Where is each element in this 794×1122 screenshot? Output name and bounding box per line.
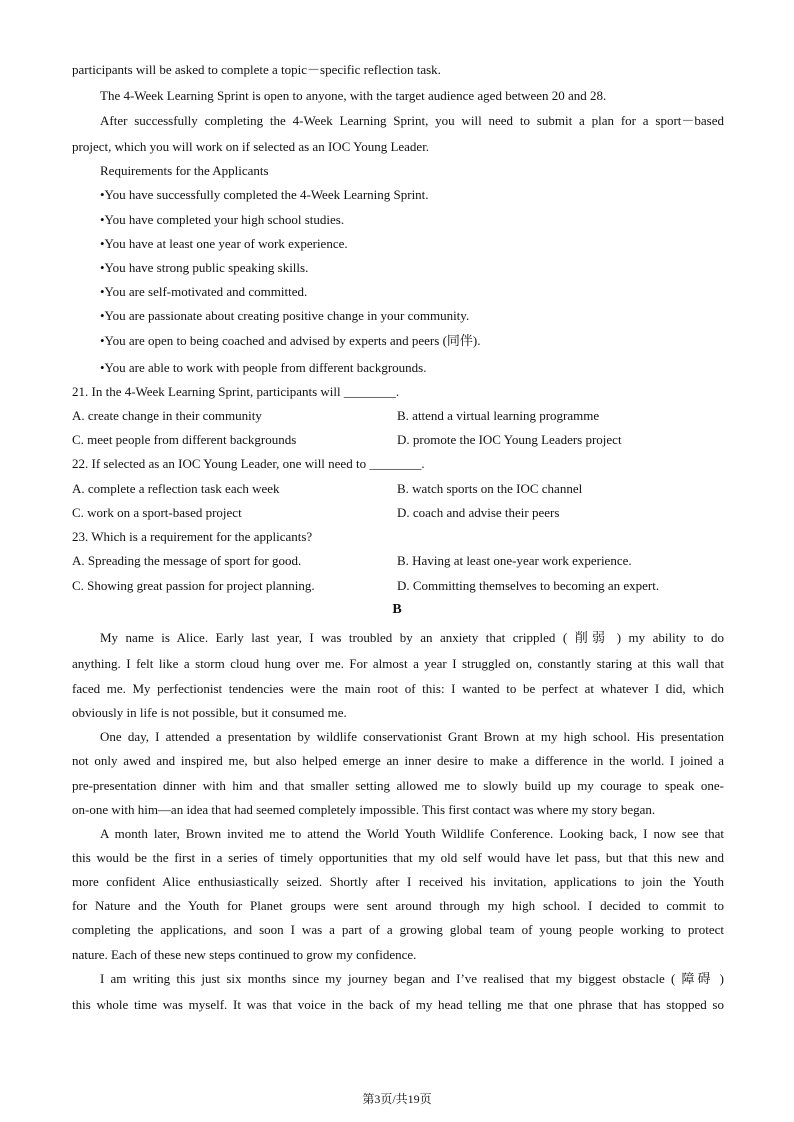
passage-b-line: One day, I attended a presentation by wildlife conservationist Grant Brown at my high school. His presentation [100, 729, 724, 744]
passage-b-line: obviously in life is not possible, but it consumed me. [72, 705, 347, 720]
option-22-d: D. coach and advise their peers [397, 505, 560, 520]
passage-b-line: more confident Alice enthusiastically seized. Shortly after I received his invitation, applications to join the Youth [72, 874, 724, 889]
passage-b-line: nature. Each of these new steps continued to grow my confidence. [72, 947, 417, 962]
passage-line: After successfully completing the 4-Week Learning Sprint, you will need to submit a plan for a sport－based [100, 113, 724, 128]
passage-b-line: this would be the first in a series of timely opportunities that my old self would have let pass, but that this new and [72, 850, 724, 865]
question-stem-22: 22. If selected as an IOC Young Leader, one will need to ________. [72, 456, 425, 471]
question-stem-23: 23. Which is a requirement for the applicants? [72, 529, 313, 544]
requirement-item: •You have strong public speaking skills. [100, 260, 309, 275]
requirement-item: •You are open to being coached and advised by experts and peers (同伴). [100, 333, 481, 348]
requirement-item: •You are self-motivated and committed. [100, 284, 308, 299]
passage-b-line: My name is Alice. Early last year, I was troubled by an anxiety that crippled ( 削弱 ) my ability to do [100, 630, 724, 645]
question-stem-21: 21. In the 4-Week Learning Sprint, participants will ________. [72, 384, 400, 399]
option-22-c: C. work on a sport-based project [72, 505, 242, 520]
passage-b-line: completing the applications, and soon I was a part of a growing global team of young people working to protect [72, 922, 724, 937]
passage-b-line: anything. I felt like a storm cloud hung over me. For almost a year I struggled on, constantly staring at this wall that [72, 656, 724, 671]
requirement-item: •You are able to work with people from different backgrounds. [100, 360, 427, 375]
requirement-item: •You have at least one year of work experience. [100, 236, 348, 251]
passage-b-line: pre-presentation dinner with him and that smaller setting allowed me to slowly build up my courage to speak one- [72, 778, 724, 793]
option-22-b: B. watch sports on the IOC channel [397, 481, 583, 496]
option-21-b: B. attend a virtual learning programme [397, 408, 600, 423]
passage-line: The 4-Week Learning Sprint is open to anyone, with the target audience aged between 20 and 28. [100, 88, 607, 103]
option-21-c: C. meet people from different backgrounds [72, 432, 297, 447]
option-23-d: D. Committing themselves to becoming an expert. [397, 578, 660, 593]
passage-b-line: not only awed and inspired me, but also helped emerge an inner desire to make a difference in the world. I joined a [72, 753, 724, 768]
page-number: 第3页/共19页 [362, 1092, 432, 1106]
passage-b-line: faced me. My perfectionist tendencies were the main root of this: I wanted to be perfect at whatever I did, which [72, 681, 724, 696]
passage-b-line: A month later, Brown invited me to attend the World Youth Wildlife Conference. Looking back, I now see that [100, 826, 724, 841]
option-23-a: A. Spreading the message of sport for good. [72, 553, 302, 568]
passage-b-line: on-one with him—an idea that had seemed completely impossible. This first contact was where my story began. [72, 802, 656, 817]
requirements-heading: Requirements for the Applicants [100, 163, 269, 178]
option-23-b: B. Having at least one-year work experience. [397, 553, 632, 568]
passage-b-line: I am writing this just six months since my journey began and I’ve realised that my biggest obstacle ( 障碍 ) [100, 971, 724, 986]
option-21-a: A. create change in their community [72, 408, 262, 423]
requirement-item: •You have completed your high school studies. [100, 212, 345, 227]
passage-line: project, which you will work on if selected as an IOC Young Leader. [72, 139, 430, 154]
option-22-a: A. complete a reflection task each week [72, 481, 280, 496]
section-heading-b: B [392, 602, 402, 617]
passage-line: participants will be asked to complete a topic－specific reflection task. [72, 62, 441, 77]
option-23-c: C. Showing great passion for project planning. [72, 578, 315, 593]
requirement-item: •You are passionate about creating positive change in your community. [100, 308, 470, 323]
passage-b-line: this whole time was myself. It was that voice in the back of my head telling me that one phrase that has stopped so [72, 997, 724, 1012]
passage-b-line: for Nature and the Youth for Planet groups were sent around through my high school. I decided to commit to [72, 898, 724, 913]
option-21-d: D. promote the IOC Young Leaders project [397, 432, 622, 447]
requirement-item: •You have successfully completed the 4-Week Learning Sprint. [100, 187, 429, 202]
